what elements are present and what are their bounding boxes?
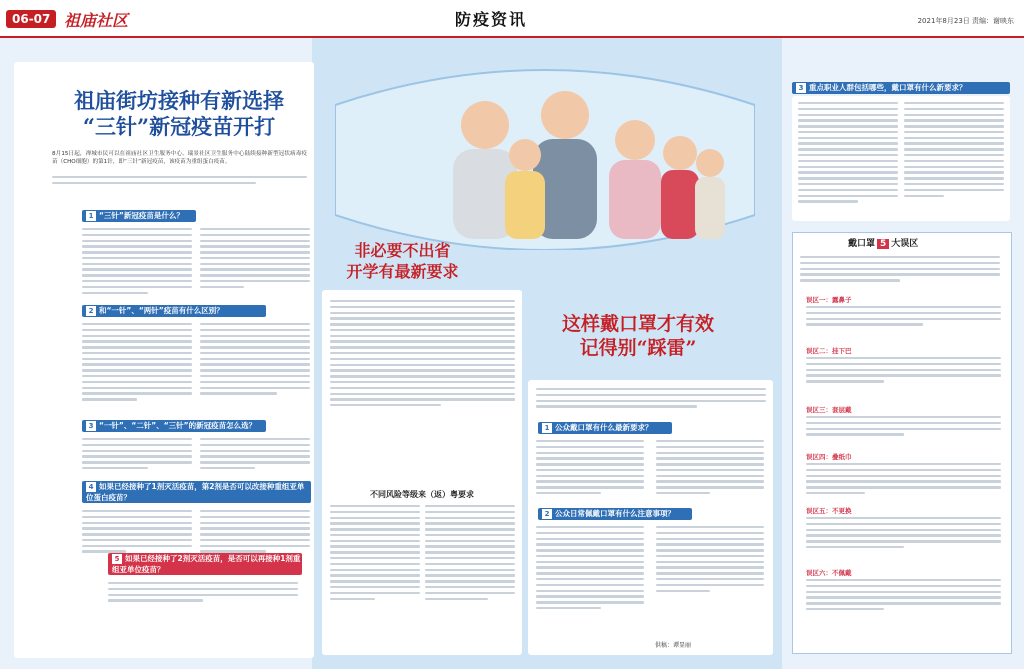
- left-headline-line2: “三针”新冠疫苗开打: [82, 114, 276, 139]
- section-5-number: 5: [112, 554, 122, 564]
- myth-3-label: 误区三：套层戴: [806, 406, 852, 414]
- left-headline: [44, 88, 314, 140]
- myth-1-label: 误区一：露鼻子: [806, 296, 852, 304]
- mask-section-1-number: 1: [542, 423, 552, 433]
- myth-4-label: 误区四：叠纸巾: [806, 453, 852, 461]
- section-3-number: 3: [86, 421, 96, 431]
- editor-credit: 供稿：谭显丽: [655, 642, 692, 649]
- mask-myths-title-post: 大误区: [891, 239, 919, 249]
- section-2-title: 和“一针”、“两针”疫苗有什么区别？: [99, 306, 224, 315]
- page-number-badge: 06-07: [6, 10, 56, 28]
- myth-4-text: [806, 463, 1001, 498]
- mask-family-illustration: [335, 45, 755, 250]
- mask-section-2-title: 公众日常佩戴口罩有什么注意事项？: [555, 509, 675, 518]
- section-3-heading: [82, 420, 266, 432]
- mask-section-2-col2: [656, 526, 764, 595]
- opening-rules-headline: [335, 240, 470, 282]
- myth-5-label: 误区五：不更换: [806, 507, 852, 515]
- intro-text-lines: [52, 176, 307, 188]
- section-4-title: 如果已经接种了1剂灭活疫苗，第2剂是否可以改接种重组亚单位蛋白疫苗？: [86, 482, 305, 502]
- section-1-title: “三针”新冠疫苗是什么？: [99, 211, 184, 220]
- mask-myths-intro: [800, 256, 1000, 285]
- section-4-text-col2: [200, 510, 310, 556]
- column-name: 祖庙社区: [64, 11, 129, 30]
- section-3-text-col2: [200, 438, 310, 473]
- section-3-text-col1: [82, 438, 192, 473]
- section-2-heading: [82, 305, 266, 317]
- mask-section-1-col1: [536, 440, 644, 498]
- opening-rules-headline-line1: 非必要不出省: [354, 241, 451, 260]
- myth-2-text: [806, 357, 1001, 386]
- section-4-heading: [82, 481, 311, 503]
- myth-2-label: 误区二：挂下巴: [806, 347, 852, 355]
- section-2-text-col1: [82, 323, 192, 404]
- mask-section-1-col2: [656, 440, 764, 498]
- page-title: 防疫资讯: [455, 10, 528, 29]
- mask-wearing-headline-line2: 记得别“踩雷”: [579, 337, 697, 359]
- myth-5-text: [806, 517, 1001, 552]
- left-intro: 8月15日起，禅城市民可以在祖庙社区卫生服务中心、瑞景社区卫生服务中心陆续接种新型冠状病毒疫苗（CHO细胞）的第1针，即“三针”新冠疫苗，该疫苗为重组蛋白疫苗。: [52, 151, 307, 165]
- mask-section-2-col1: [536, 526, 644, 613]
- mask-section-2-number: 2: [542, 509, 552, 519]
- right-section-3-title: 重点职业人群包括哪些，戴口罩有什么新要求？: [809, 83, 967, 92]
- mask-section-1-title: 公众戴口罩有什么最新要求？: [555, 423, 653, 432]
- section-5-text: [108, 582, 298, 605]
- myth-1-text: [806, 306, 1001, 329]
- section-4-number: 4: [86, 482, 96, 492]
- section-1-text-col2: [200, 228, 310, 292]
- right-section-3-number: 3: [796, 83, 806, 93]
- risk-levels-text-col2: [425, 505, 515, 603]
- right-section-3-col1: [798, 102, 898, 206]
- section-5-heading: [108, 553, 302, 575]
- section-1-text-col1: [82, 228, 192, 297]
- mask-myths-title: [848, 236, 918, 249]
- mask-wearing-headline-line1: 这样戴口罩才有效: [561, 313, 714, 335]
- section-1-number: 1: [86, 211, 96, 221]
- risk-levels-subtitle: 不同风险等级来（返）粤要求: [370, 490, 474, 499]
- section-5-title: 如果已经接种了2剂灭活疫苗，是否可以再接种1剂重组亚单位疫苗？: [112, 554, 301, 574]
- myth-6-text: [806, 579, 1001, 614]
- mask-myths-title-pre: 戴口罩: [848, 239, 876, 249]
- opening-rules-text: [330, 300, 515, 410]
- section-2-text-col2: [200, 323, 310, 398]
- opening-rules-headline-line2: 开学有最新要求: [346, 262, 459, 281]
- myth-3-text: [806, 416, 1001, 439]
- myth-6-label: 误区六：不佩戴: [806, 569, 852, 577]
- date-line: 2021年8月23日 责编：谢映东: [917, 17, 1014, 25]
- right-section-3-col2: [904, 102, 1004, 200]
- risk-levels-text-col1: [330, 505, 420, 603]
- section-3-title: “一针”、“二针”、“三针”的新冠疫苗怎么选？: [99, 421, 257, 430]
- mask-wearing-headline: [528, 312, 748, 360]
- section-4-text-col1: [82, 510, 192, 556]
- mask-myths-count: 5: [877, 239, 889, 249]
- mask-section-2-heading: [538, 508, 692, 520]
- right-section-3-heading: [792, 82, 1010, 94]
- mask-section-1-heading: [538, 422, 672, 434]
- section-2-number: 2: [86, 306, 96, 316]
- section-1-heading: [82, 210, 196, 222]
- left-headline-line1: 祖庙街坊接种有新选择: [74, 88, 284, 113]
- mask-article-intro: [536, 388, 766, 411]
